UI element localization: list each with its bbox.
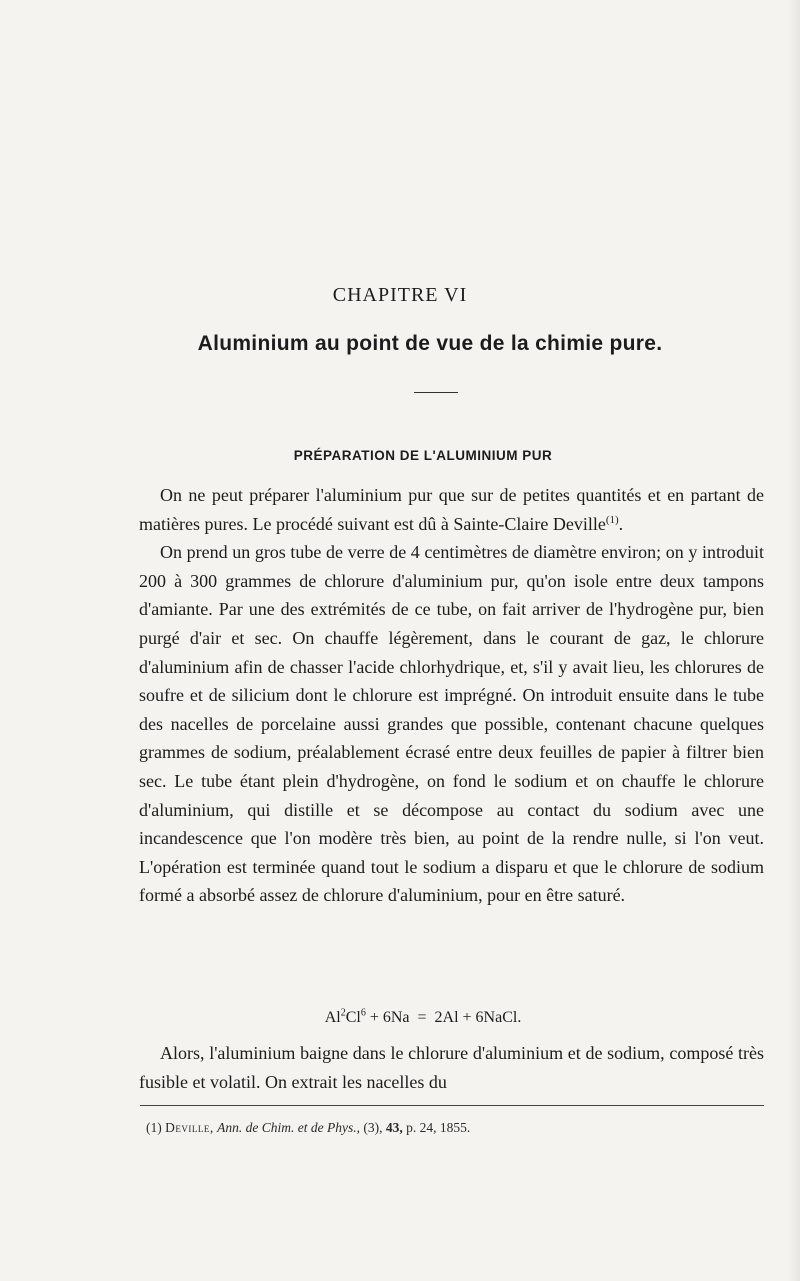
chemical-equation [0, 1009, 800, 1027]
body-text-continued [139, 1039, 764, 1096]
footnote [146, 1120, 766, 1136]
footnote-reference: (1) [605, 513, 619, 526]
footnote-journal: Ann. de Chim. et de Phys., [217, 1120, 360, 1135]
footnote-page: p. 24, 1855. [406, 1120, 471, 1135]
formula-al: Al [324, 1009, 341, 1026]
section-heading: PRÉPARATION DE L'ALUMINIUM PUR [293, 448, 553, 463]
paragraph-2: On prend un gros tube de verre de 4 centimètres de diamètre environ; on y introduit 200 à 300 grammes de chlorure d'aluminium pur, qu'on isole entre deux tampons d'amiante. Par une des extrémités de ce tube, on fait arriver de l'hydrogène pur, bien purgé d'air et sec. On chauffe légèrement, dans le courant de gaz, le chlorure d'aluminium afin de chasser l'acide chlorhydrique, et, s'il y avait lieu, les chlorures de soufre et de silicium dont le chlorure est imprégné. On introduit ensuite dans le tube des nacelles de porcelaine aussi grandes que possible, contenant chacune quelques grammes de sodium, préalablement écrasé entre deux feuilles de papier à filtrer bien sec. Le tube étant plein d'hydrogène, on fond le sodium et on chauffe le chlorure d'aluminium, qui distille et se décompose au contact du sodium avec une incandescence que l'on modère très bien, au point de la rendre nulle, si l'on veut. L'opération est terminée quand tout le sodium a disparu et que le chlorure de sodium formé a absorbé assez de chlorure d'aluminium, pour en être saturé. [139, 542, 764, 906]
footnote-series: (3), [363, 1120, 383, 1135]
chapter-heading: CHAPITRE VI [332, 284, 468, 306]
formula-cl: Cl [345, 1009, 361, 1026]
footnote-author: Deville, [165, 1120, 214, 1135]
page-edge-shadow [788, 0, 800, 1281]
formula-sup-2: 2 [340, 1007, 346, 1019]
body-text [139, 481, 764, 910]
footnote-rule [140, 1105, 764, 1106]
chapter-title: Aluminium au point de vue de la chimie pure. [197, 332, 663, 355]
title-divider [414, 392, 458, 393]
paragraph-1-end: . [618, 513, 624, 534]
footnote-marker: (1) [146, 1120, 162, 1135]
paragraph-1-text: On ne peut préparer l'aluminium pur que sur de petites quantités et en partant de matières pures. Le procédé suivant est dû à Sainte-Claire Deville [139, 485, 764, 534]
paragraph-3: Alors, l'aluminium baigne dans le chlorure d'aluminium et de sodium, composé très fusible et volatil. On extrait les nacelles du [139, 1043, 764, 1092]
formula-sup-6: 6 [360, 1007, 366, 1019]
footnote-volume: 43, [385, 1120, 403, 1135]
formula-rest: + 6Na = 2Al + 6NaCl. [365, 1009, 522, 1026]
paragraph-1 [139, 481, 764, 538]
